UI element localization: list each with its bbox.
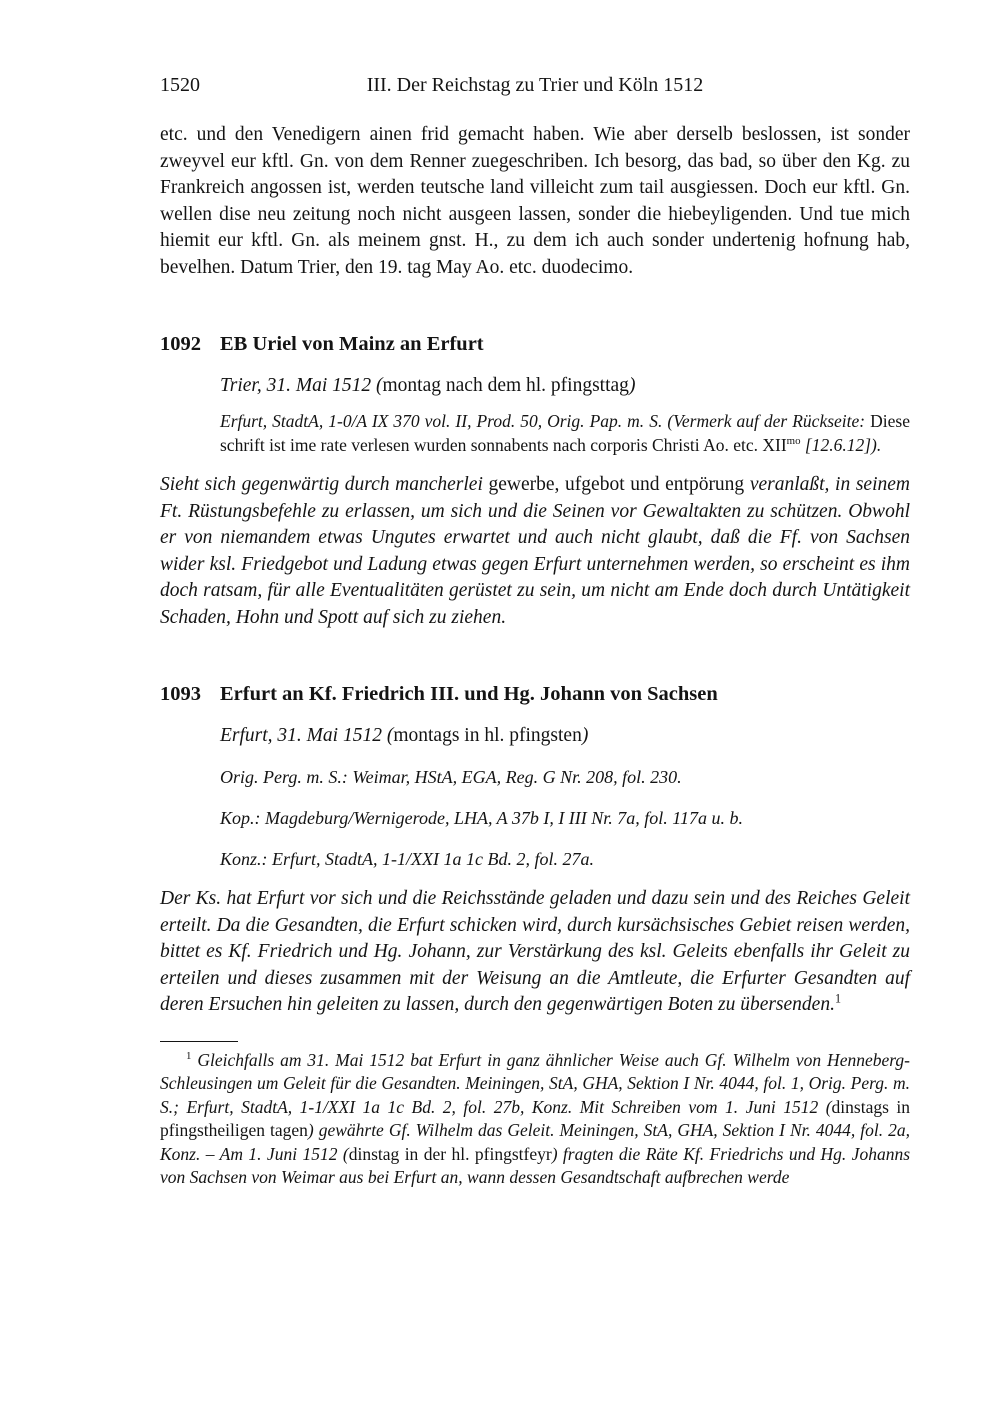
source-archive-reference: Erfurt, StadtA, 1-0/A IX 370 vol. II, Prod. 50, Orig. Pap. m. S. (Vermerk auf der Rückseite: [220,411,871,431]
source-date-bracket: [12.6.12]). [800,434,882,455]
footnote-part-1: Gleichfalls am 31. Mai 1512 bat Erfurt in ganz ähnlicher Weise auch Gf. Wilhelm von Henneberg-Schleusingen um Geleit für die Gesandten. Meiningen, StA, GHA, Sektion I Nr. 4044, fol. 1, Orig. Perg. m. S.; Erfurt, StadtA, 1-1/XXI 1a 1c Bd. 2, fol. 27b, Konz. Mit Schreiben vom 1. Juni 1512 ( [160,1049,910,1117]
entry-1092-title: EB Uriel von Mainz an Erfurt [220,333,484,355]
entry-1093-dateline [220,723,910,748]
summary-quoted-words: gewerbe, ufgebot und entpörung [488,474,750,495]
dateline-calendar-note: montag nach dem hl. pfingsttag [382,375,629,396]
page-number: 1520 [160,74,200,96]
footnote-quoted-date-1: dinstags in pfingstheiligen tagen [160,1096,910,1140]
footnote-separator-rule [160,1041,238,1042]
summary-part-2: veranlaßt, in seinem Ft. Rüstungsbefehle zu erlassen, um sich und die Seinen vor Gewaltakten zu schützen. Obwohl er von niemandem etwas Ungutes erwartet und auch nicht glaubt, daß die Ff. von Sachsen wider ksl. Friedgebot und Ladung etwas gegen Erfurt unternehmen werden, so erscheint es ihm doch ratsam, für alle Eventualitäten gerüstet zu sein, um nicht am Ende doch durch Untätigkeit Schaden, Hohn und Spott auf sich zu ziehen. [160,474,910,628]
footnote-part-2: ) gewährte Gf. Wilhelm das Geleit. Meiningen, StA, GHA, Sektion I Nr. 4044, fol. 2a, Konz. – Am 1. Juni 1512 ( [160,1120,910,1164]
summary-part-1: Sieht sich gegenwärtig durch mancherlei [160,474,489,495]
entry-1093-summary [160,886,910,1019]
footnote-quoted-date-2: dinstag in der hl. pfingstfeyr [348,1143,552,1164]
summary-text: Der Ks. hat Erfurt vor sich und die Reichsstände geladen und dazu sein und des Reiches Geleit erteilt. Da die Gesandten, die Erfurt schicken wird, durch kursächsisches Gebiet reisen werden, bittet es Kf. Friedrich und Hg. Johann, zur Verstärkung des ksl. Geleits ebenfalls ihr Geleit zu erteilen und dieses zusammen mit der Weisung an die Amtleute, die Erfurter Gesandten auf deren Ersuchen hin geleiten zu lassen, durch den gegenwärtigen Boten zu übersenden. [160,888,910,1015]
dateline-close: ) [628,375,636,396]
entry-1092-dateline [220,373,910,398]
entry-1092-number: 1092 [160,333,201,355]
entry-1093-heading [160,681,910,708]
footnote-reference-mark: 1 [834,991,842,1006]
dateline-calendar-note: montags in hl. pfingsten [393,725,582,746]
source-line-concept: Konz.: Erfurt, StadtA, 1-1/XXI 1a 1c Bd. 2, fol. 27a. [220,849,594,869]
footnote-1 [160,1049,910,1190]
page-header [160,74,910,102]
source-line-copy: Kop.: Magdeburg/Wernigerode, LHA, A 37b I, I III Nr. 7a, fol. 117a u. b. [220,808,743,828]
source-superscript: mo [786,434,801,447]
entry-1092 [160,331,910,631]
footnote-part-3: ) fragten die Räte Kf. Friedrichs und Hg. Johanns von Sachsen von Weimar aus bei Erfurt an, wann dessen Gesandtschaft aufbrechen werde [160,1143,910,1187]
letter-continuation-paragraph: etc. und den Venedigern ainen frid gemacht haben. Wie aber derselb beslossen, ist sonder zweyvel eur kftl. Gn. von dem Renner zuegeschriben. Ich besorg, das bad, so über den Kg. zu Frankreich angossen ist, werden teutsche land villeicht zum tail ausgiessen. Doch eur kftl. Gn. wellen dise neu zeitung noch nicht ausgeen lassen, sonder die hiebeyligenden. Und tue mich hiemit eur kftl. Gn. als meinem gnst. H., zu dem ich auch sonder undertenig hofnung hab, bevelhen. Datum Trier, den 19. tag May Ao. etc. duodecimo. [160,124,910,278]
dateline-place-date: Erfurt, 31. Mai 1512 ( [220,725,394,746]
source-dorsal-note: Diese schrift ist ime rate verlesen wurden sonnabents nach corporis Christi Ao. etc. XII [220,411,910,455]
dateline-place-date: Trier, 31. Mai 1512 ( [220,375,383,396]
entry-1092-heading [160,331,910,358]
entry-1092-source-description [220,410,910,457]
entry-1093-number: 1093 [160,683,201,705]
dateline-close: ) [581,725,589,746]
entry-1093-title: Erfurt an Kf. Friedrich III. und Hg. Johann von Sachsen [220,683,718,705]
footnote-marker: 1 [186,1049,192,1062]
running-head: III. Der Reichstag zu Trier und Köln 1512 [366,74,704,96]
entry-1093 [160,681,910,1019]
source-line-original: Orig. Perg. m. S.: Weimar, HStA, EGA, Reg. G Nr. 208, fol. 230. [220,767,682,787]
footnote-area [160,1041,910,1190]
entry-1092-summary [160,472,910,631]
